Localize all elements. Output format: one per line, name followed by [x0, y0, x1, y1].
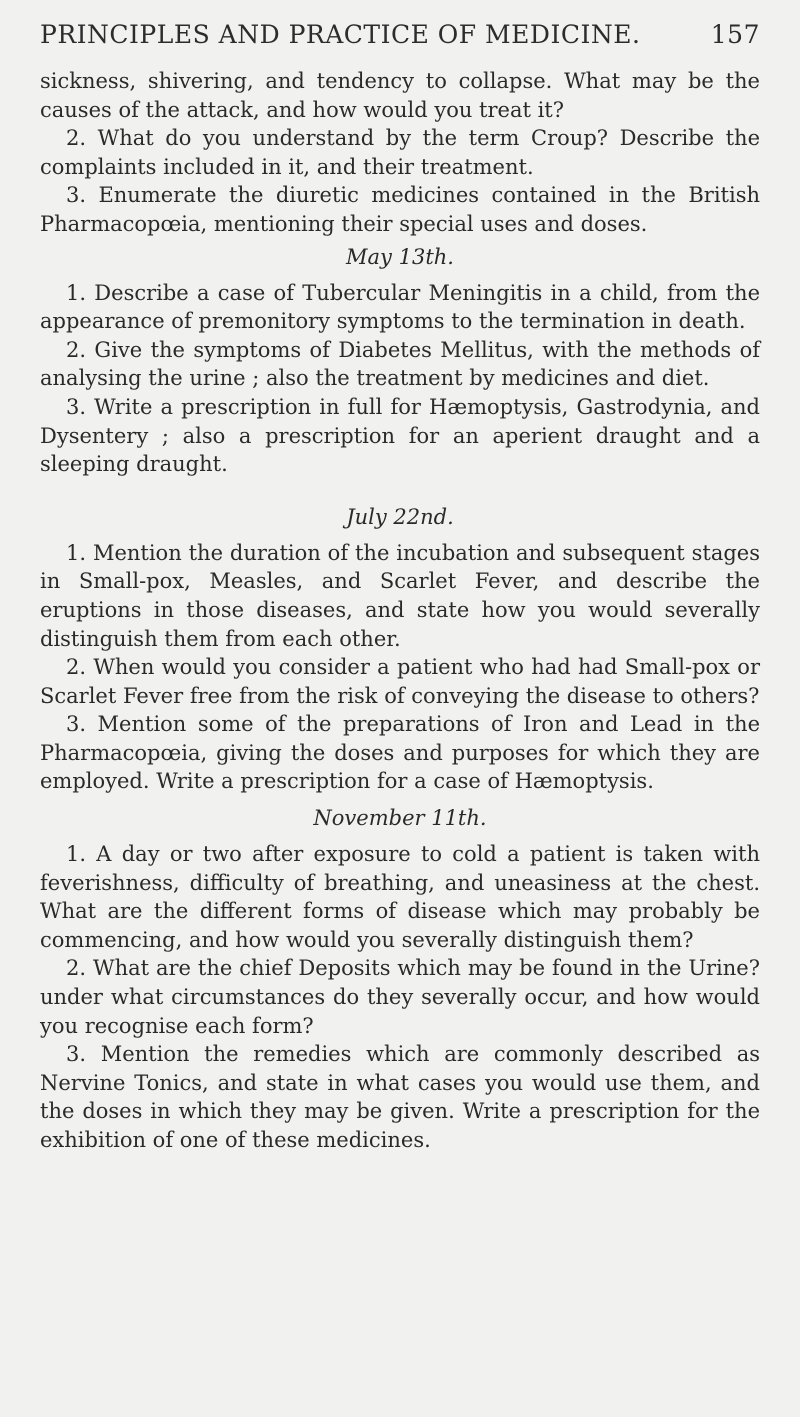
page-number: 157 — [710, 20, 760, 49]
question-3: 3. Write a prescription in full for Hæmoptysis, Gastrodynia, and Dysentery ; also a prescription for an aperient draught and a sleeping draught. — [40, 394, 760, 477]
question-3: 3. Mention the remedies which are commonly described as Nervine Tonics, and state in what cases you would use them, and the doses in which they may be given. Write a prescription for the exhibition of one of these medicines. — [40, 1042, 760, 1152]
question-3: 3. Enumerate the diuretic medicines contained in the British Pharmacopœia, mentioning their special uses and doses. — [40, 183, 760, 236]
question-2: 2. What do you understand by the term Croup? Describe the complaints included in it, and their treatment. — [40, 126, 760, 179]
question-2: 2. What are the chief Deposits which may be found in the Urine? under what circumstances do they severally occur, and how would you recognise each form? — [40, 956, 760, 1038]
question-1: 1. Describe a case of Tubercular Meningitis in a child, from the appearance of premonitory symptoms to the termination in death. — [40, 280, 760, 334]
page-body — [40, 67, 760, 1155]
section-date-july: July 22nd. — [346, 504, 454, 529]
section-date-may: May 13th. — [346, 244, 454, 269]
continued-question: sickness, shivering, and tendency to collapse. What may be the causes of the attack, and how would you treat it? — [40, 69, 760, 122]
question-1: 1. A day or two after exposure to cold a patient is taken with feverishness, difficulty of breathing, and uneasiness at the chest. What are the different forms of disease which may probably be commencing, and how would you severally distinguish them? — [40, 842, 760, 952]
question-1: 1. Mention the duration of the incubation and subsequent stages in Small-pox, Measles, and Scarlet Fever, and describe the eruptions in those diseases, and state how you would severally distinguish them from each other. — [40, 540, 760, 651]
section-date-november: November 11th. — [313, 806, 487, 831]
question-3: 3. Mention some of the preparations of Iron and Lead in the Pharmacopœia, giving the doses and purposes for which they are employed. Write a prescription for a case of Hæmoptysis. — [40, 712, 760, 794]
question-2: 2. When would you consider a patient who had had Small-pox or Scarlet Fever free from the risk of conveying the disease to others? — [40, 655, 760, 708]
question-2: 2. Give the symptoms of Diabetes Mellitus, with the methods of analysing the urine ; also the treatment by medicines and diet. — [40, 337, 760, 391]
running-header — [40, 20, 760, 49]
header-title: PRINCIPLES AND PRACTICE OF MEDICINE. — [40, 20, 641, 49]
